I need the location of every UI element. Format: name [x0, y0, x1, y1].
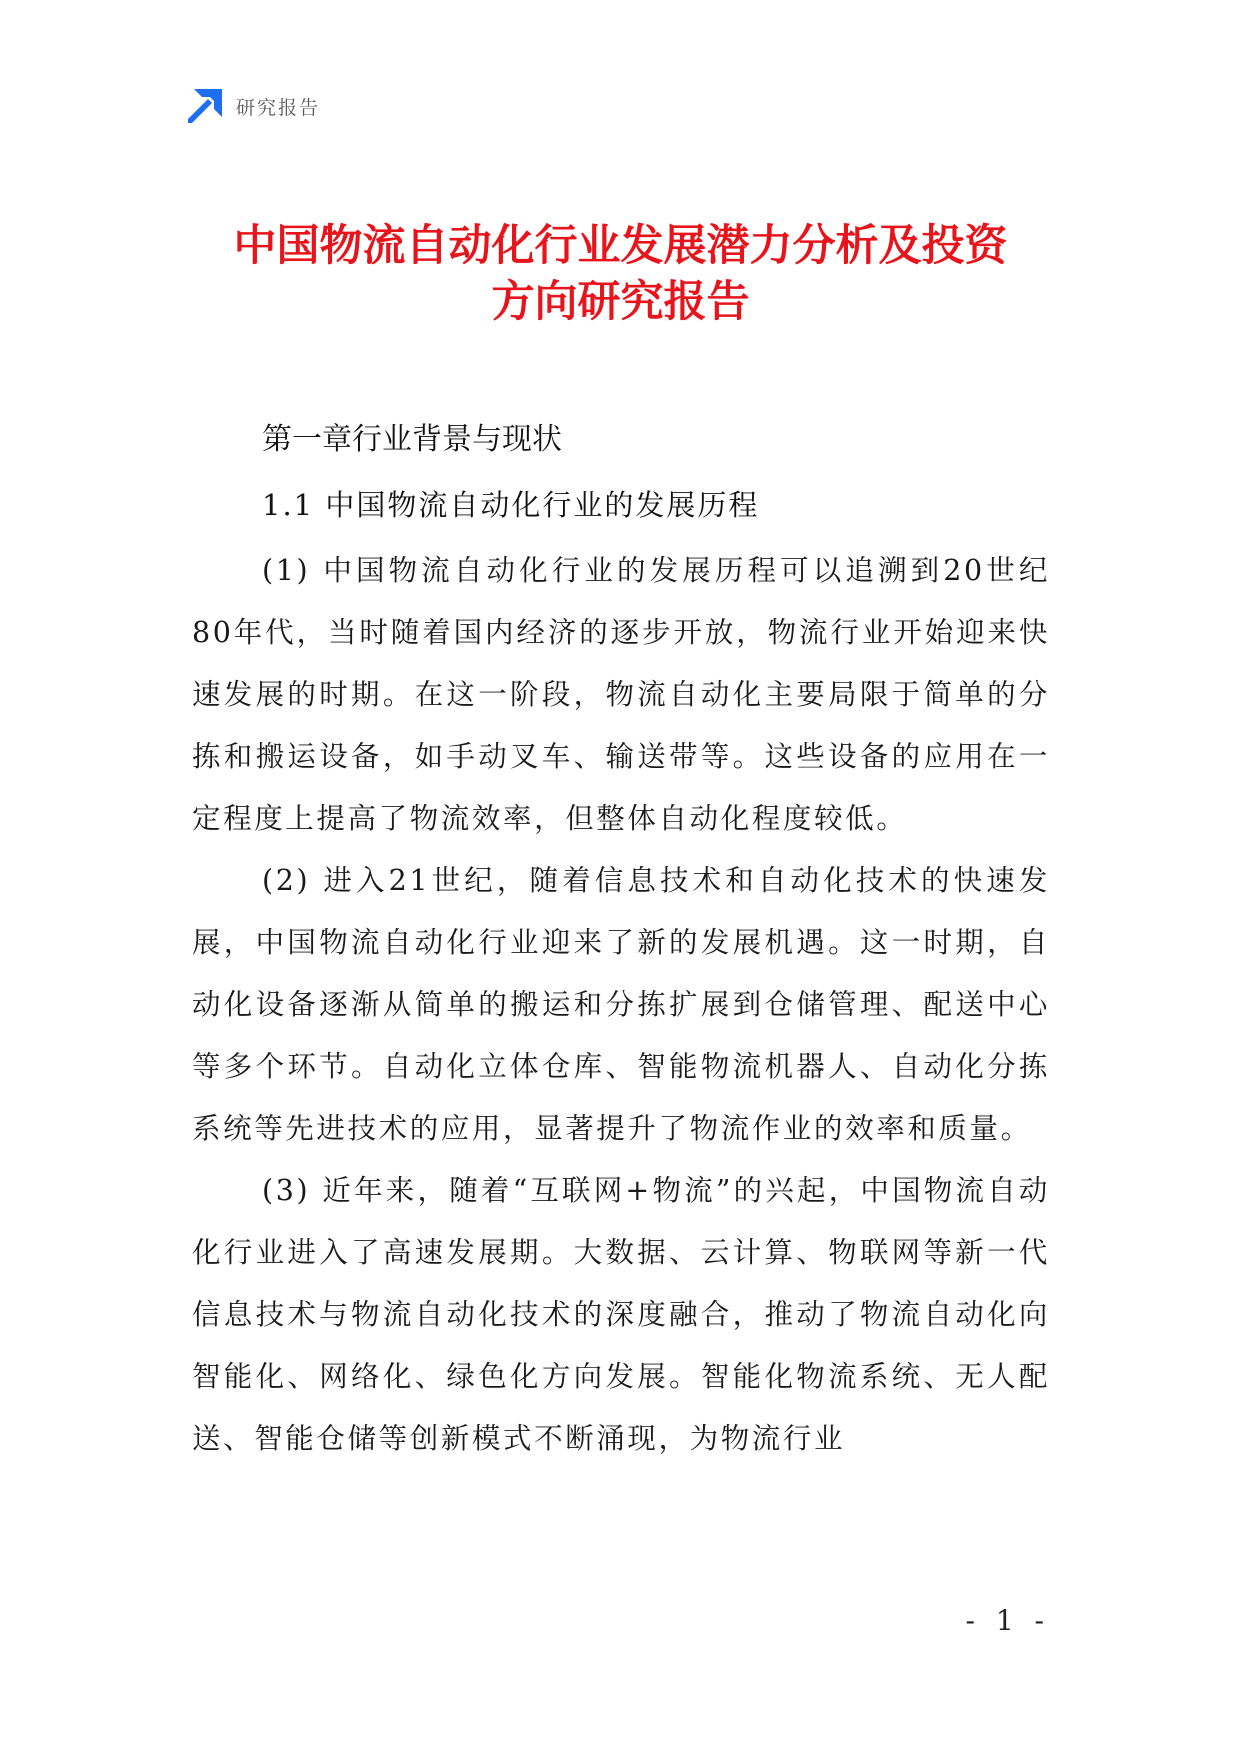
- body-text: [192, 540, 1050, 1470]
- paragraph-3: (3) 近年来，随着“互联网+物流”的兴起，中国物流自动化行业进入了高速发展期。大数据、云计算、物联网等新一代信息技术与物流自动化技术的深度融合，推动了物流自动化向智能化、网络化、绿色化方向发展。智能化物流系统、无人配送、智能仓储等创新模式不断涌现，为物流行业: [192, 1174, 1050, 1455]
- page-header: [188, 88, 320, 124]
- page-number: - 1 -: [965, 1604, 1050, 1637]
- section-heading: 1.1 中国物流自动化行业的发展历程: [262, 488, 760, 522]
- document-title-line-1: 中国物流自动化行业发展潜力分析及投资: [233, 221, 1008, 271]
- document-title: [150, 218, 1091, 330]
- paragraph-2: (2) 进入21世纪，随着信息技术和自动化技术的快速发展，中国物流自动化行业迎来了新的发展机遇。这一时期，自动化设备逐渐从简单的搬运和分拣扩展到仓储管理、配送中心等多个环节。自动化立体仓库、智能物流机器人、自动化分拣系统等先进技术的应用，显著提升了物流作业的效率和质量。: [192, 864, 1050, 1145]
- header-label: 研究报告: [236, 96, 321, 119]
- paragraph-1: (1) 中国物流自动化行业的发展历程可以追溯到20世纪80年代，当时随着国内经济的逐步开放，物流行业开始迎来快速发展的时期。在这一阶段，物流自动化主要局限于简单的分拣和搬运设备，如手动叉车、输送带等。这些设备的应用在一定程度上提高了物流效率，但整体自动化程度较低。: [192, 554, 1050, 835]
- document-title-line-2: 方向研究报告: [491, 277, 750, 327]
- chapter-heading: 第一章行业背景与现状: [262, 422, 562, 457]
- arrow-up-right-logo-icon: [188, 89, 222, 123]
